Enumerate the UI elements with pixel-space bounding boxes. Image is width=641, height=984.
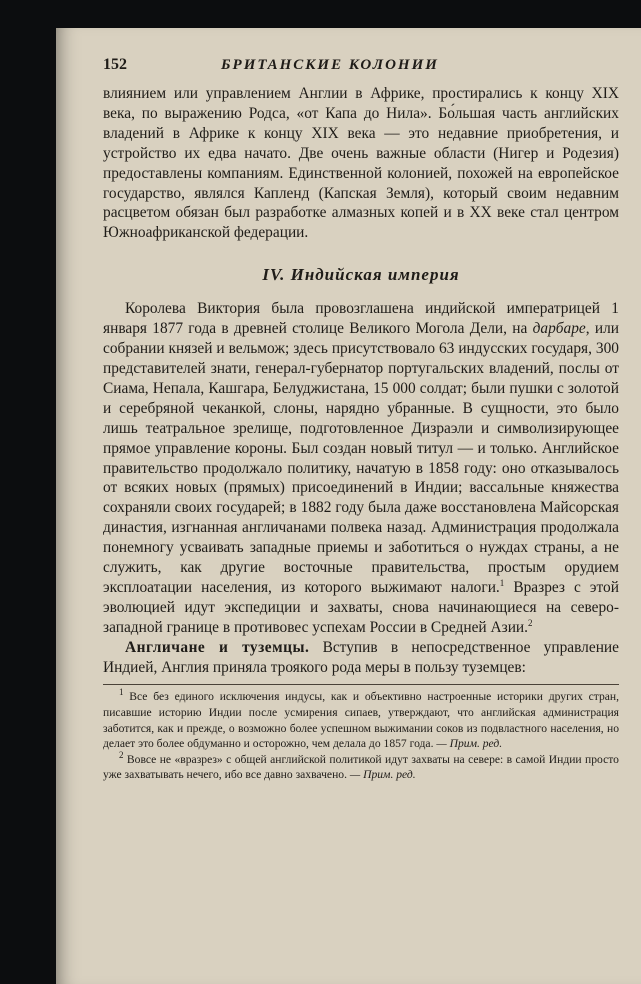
footnote-2	[103, 749, 619, 783]
page-header	[103, 56, 619, 78]
main-paragraph	[103, 299, 619, 637]
main-paragraph-part3: Вразрез с этой эволюцией идут экспедиции и захваты, снова начинающиеся на северо-западной границе в противовес успехам России в Средней Азии.	[103, 578, 619, 636]
book-page	[56, 28, 641, 984]
section-title: IV. Индийская империя	[262, 265, 460, 285]
page-number: 152	[103, 56, 127, 73]
page-text-block	[103, 56, 619, 783]
footnote-1	[103, 689, 619, 751]
footnote-marker: 1	[119, 687, 124, 698]
intro-paragraph: влиянием или управлением Англии в Африке, простирались к концу XIX века, по выражению Родса, «от Капа до Нила». Бо́льшая часть английских владений в Африке к концу XIX века — это недавние приобретения, и устройство их едва начато. Две очень важные области (Нигер и Родезия) предоставлены компаниям. Единственной колонией, похожей на европейское государство, являлся Капленд (Капская Земля), который своим недавним расцветом обязан был разработке алмазных копей и в XX веке стал центром Южноафриканской федерации.	[103, 85, 619, 242]
footnote-note: — Прим. ред.	[436, 737, 503, 751]
main-paragraph-part2: , или собрании князей и вельмож; здесь присутствовало 63 индусских государя, 300 представителей знати, генерал-губернатор португальских владений, послы от Сиама, Непала, Кашгара, Белуджистана, 15 000 солдат; были пушки с золотой и серебряной чеканкой, слоны, нарядно убранные. В сущности, это было лишь театральное зрелище, подготовленное Дизраэли и символизирующее прямое управление короны. Был создан новый титул — и только. Английское правительство продолжало политику, начатую в 1858 году: оно отказывалось от всяких новых (прямых) присоединений в Индии; вассальные княжества сохраняли своих государей; в 1882 году была даже восстановлена Майсорская династия, изгнанная англичанами полвека назад. Администрация продолжала понемногу усваивать западные приемы и заботиться о нуждах страны, а не служить, как другие восточные правительства, простым орудием эксплоатации населения, из которого выжимают налоги.	[103, 320, 619, 596]
footnote-marker: 2	[119, 749, 124, 760]
runin-heading: Англичане и туземцы.	[125, 638, 310, 656]
footnotes	[103, 684, 619, 783]
footnote-note: — Прим. ред.	[349, 768, 416, 782]
subsection-paragraph	[103, 638, 619, 678]
italic-term: дарбаре	[532, 320, 586, 338]
footnote-ref-2[interactable]: 2	[528, 617, 533, 628]
footnote-text: Все без единого исключения индусы, как и объективно настроенные историки других стран, писавшие историю Индии после усмирения сипаев, утверждают, что английская администрация заботится, как и прежде, о возможно более успешном выжимании соков из подвластного населения, но делает это более обдуманно и осторожно, чем делала до 1857 года.	[103, 690, 619, 751]
footnote-text: Вовсе не «вразрез» с общей английской политикой идут захваты на севере: в самой Индии просто уже захватывать нечего, ибо все давно захвачено.	[103, 752, 619, 782]
running-title: БРИТАНСКИЕ КОЛОНИИ	[221, 57, 439, 73]
subsection-text: Вступив в непосредственное управление Индией, Англия приняла троякого рода меры в пользу туземцев:	[103, 638, 619, 676]
main-paragraph-part1: Королева Виктория была провозглашена индийской императрицей 1 января 1877 года в древней столице Великого Могола Дели, на	[103, 300, 619, 338]
footnote-ref-1[interactable]: 1	[499, 577, 505, 588]
